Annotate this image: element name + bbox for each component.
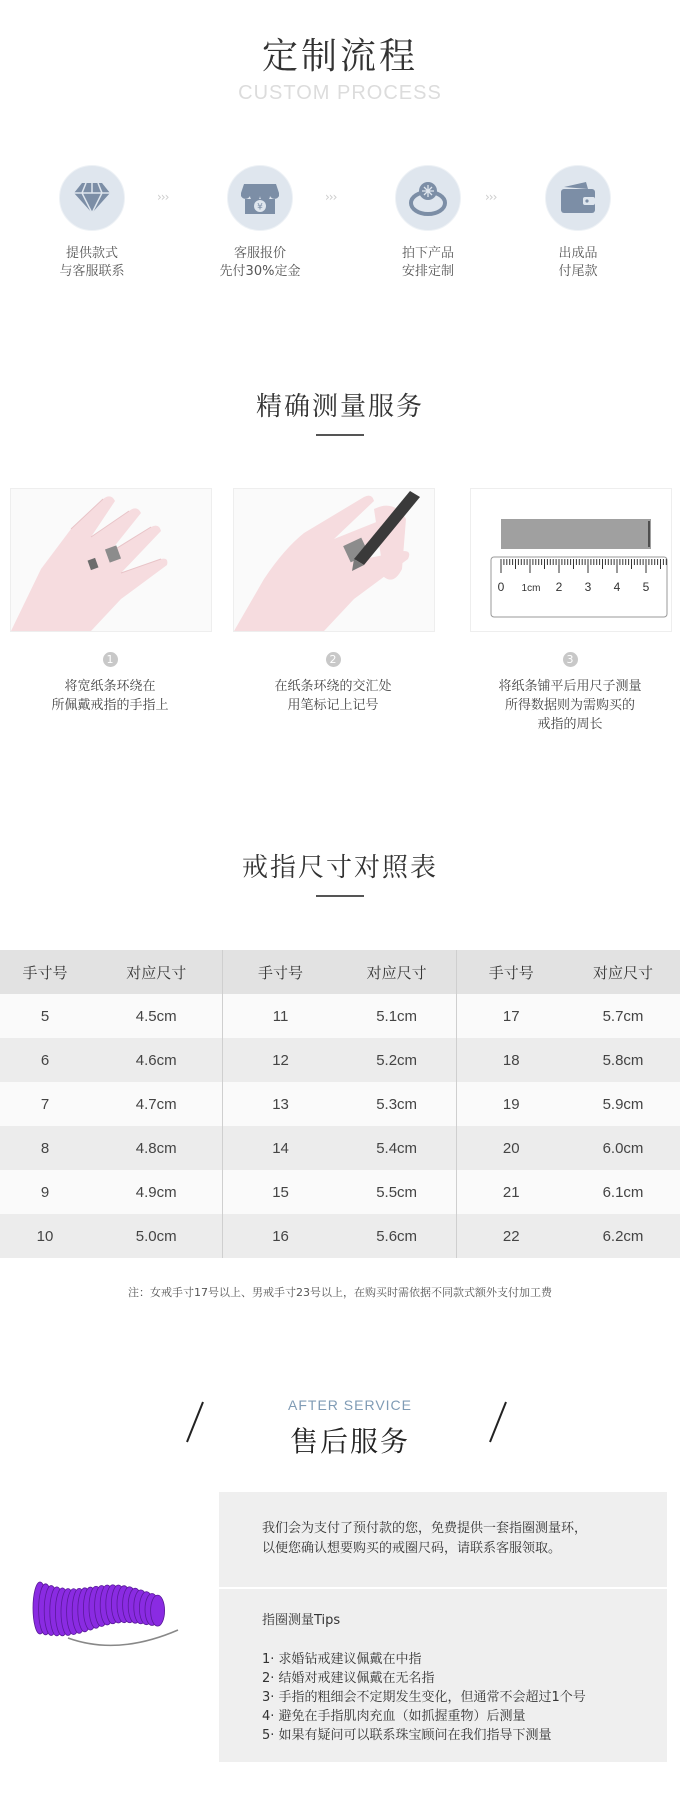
tip-item: 1· 求婚钻戒建议佩戴在中指 <box>262 1652 422 1667</box>
circumference-cell: 4.5cm <box>90 994 223 1038</box>
hand-size-cell: 11 <box>223 994 338 1038</box>
measure-step-2 <box>233 652 433 715</box>
circumference-cell: 6.2cm <box>566 1214 680 1258</box>
circumference-cell: 5.2cm <box>338 1038 456 1082</box>
process-step-2 <box>190 165 330 281</box>
ruler-label-0: 0 <box>497 580 505 594</box>
measure-caption: 所得数据则为需购买的 <box>504 698 635 713</box>
svg-text:¥: ¥ <box>257 202 263 213</box>
measure-step-1 <box>10 652 210 715</box>
table-header-row <box>0 950 680 994</box>
ring-icon <box>395 165 461 231</box>
circumference-cell: 5.8cm <box>566 1038 680 1082</box>
circumference-cell: 5.7cm <box>566 994 680 1038</box>
circumference-cell: 5.3cm <box>338 1082 456 1126</box>
hand-paper-illustration <box>10 488 212 632</box>
table-row <box>0 1038 680 1082</box>
table-header: 对应尺寸 <box>566 950 680 994</box>
arrow-icon: ››› <box>157 190 169 204</box>
tips-panel <box>219 1589 667 1762</box>
size-note: 注：女戒手寸17号以上、男戒手寸23号以上，在购买时需依据不同款式额外支付加工费 <box>128 1286 552 1299</box>
wallet-icon <box>545 165 611 231</box>
circumference-cell: 5.5cm <box>338 1170 456 1214</box>
hand-size-cell: 13 <box>223 1082 338 1126</box>
step-label-4a: 出成品 <box>558 246 598 261</box>
measure-caption: 戒指的周长 <box>537 717 603 732</box>
measure-title: 精确测量服务 <box>255 392 424 422</box>
circumference-cell: 5.4cm <box>338 1126 456 1170</box>
measure-step-3 <box>470 652 670 734</box>
hand-size-cell: 19 <box>456 1082 566 1126</box>
pen-mark-illustration <box>233 488 435 632</box>
measure-caption: 用笔标记上记号 <box>287 698 379 713</box>
hand-size-cell: 7 <box>0 1082 90 1126</box>
tip-item: 3· 手指的粗细会不定期发生变化，但通常不会超过1个号 <box>262 1690 586 1705</box>
title-underline <box>316 895 364 897</box>
hand-size-cell: 22 <box>456 1214 566 1258</box>
after-service-subtitle: AFTER SERVICE <box>288 1397 412 1413</box>
step-label-4b: 付尾款 <box>558 264 598 279</box>
process-step-4 <box>508 165 648 281</box>
service-intro-line2: 以便您确认想要购买的戒圈尺码，请联系客服领取。 <box>262 1541 562 1556</box>
after-service-title: 售后服务 <box>289 1425 410 1458</box>
step-number-1: 1 <box>103 652 118 667</box>
step-label-2a: 客服报价 <box>233 246 286 261</box>
hand-size-cell: 17 <box>456 994 566 1038</box>
process-title: 定制流程 <box>261 36 418 77</box>
circumference-cell: 5.9cm <box>566 1082 680 1126</box>
hand-size-cell: 5 <box>0 994 90 1038</box>
hand-size-cell: 18 <box>456 1038 566 1082</box>
hand-size-cell: 6 <box>0 1038 90 1082</box>
table-header: 对应尺寸 <box>338 950 456 994</box>
arrow-icon: ››› <box>325 190 337 204</box>
table-header: 手寸号 <box>456 950 566 994</box>
circumference-cell: 4.8cm <box>90 1126 223 1170</box>
step-label-3b: 安排定制 <box>401 264 454 279</box>
tip-item: 2· 结婚对戒建议佩戴在无名指 <box>262 1671 435 1686</box>
service-intro-line1: 我们会为支付了预付款的您，免费提供一套指圈测量环， <box>262 1521 588 1536</box>
hand-size-cell: 12 <box>223 1038 338 1082</box>
circumference-cell: 6.1cm <box>566 1170 680 1214</box>
size-table-title: 戒指尺寸对照表 <box>241 853 438 883</box>
arrow-icon: ››› <box>485 190 497 204</box>
ruler-label-1: 1cm <box>521 583 541 594</box>
diamond-icon <box>59 165 125 231</box>
table-header: 对应尺寸 <box>90 950 223 994</box>
ruler-label-3: 3 <box>584 580 592 594</box>
tip-item: 5· 如果有疑问可以联系珠宝顾问在我们指导下测量 <box>262 1728 552 1743</box>
circumference-cell: 4.7cm <box>90 1082 223 1126</box>
measure-caption: 将宽纸条环绕在 <box>64 679 156 694</box>
hand-size-cell: 16 <box>223 1214 338 1258</box>
step-label-1a: 提供款式 <box>65 246 118 261</box>
step-label-3a: 拍下产品 <box>401 246 454 261</box>
measure-caption: 在纸条环绕的交汇处 <box>274 679 392 694</box>
step-number-3: 3 <box>563 652 578 667</box>
tip-item: 4· 避免在手指肌肉充血（如抓握重物）后测量 <box>262 1709 526 1724</box>
ruler-label-5: 5 <box>642 580 650 594</box>
hand-size-cell: 21 <box>456 1170 566 1214</box>
table-header: 手寸号 <box>0 950 90 994</box>
circumference-cell: 5.1cm <box>338 994 456 1038</box>
ruler-illustration <box>470 488 672 632</box>
circumference-cell: 5.0cm <box>90 1214 223 1258</box>
hand-size-cell: 9 <box>0 1170 90 1214</box>
circumference-cell: 5.6cm <box>338 1214 456 1258</box>
circumference-cell: 4.6cm <box>90 1038 223 1082</box>
measure-caption: 所佩戴戒指的手指上 <box>51 698 169 713</box>
tips-title: 指圈测量Tips <box>262 1613 341 1628</box>
step-label-1b: 与客服联系 <box>59 264 125 279</box>
sizer-wire <box>68 1630 178 1645</box>
hand-size-cell: 8 <box>0 1126 90 1170</box>
service-intro-panel <box>219 1492 667 1587</box>
table-header: 手寸号 <box>223 950 338 994</box>
hand-size-cell: 14 <box>223 1126 338 1170</box>
table-row <box>0 994 680 1038</box>
step-label-2b: 先付30%定金 <box>219 264 301 279</box>
hand-size-cell: 10 <box>0 1214 90 1258</box>
size-table <box>0 950 680 1258</box>
circumference-cell: 6.0cm <box>566 1126 680 1170</box>
table-row <box>0 1082 680 1126</box>
circumference-cell: 4.9cm <box>90 1170 223 1214</box>
ruler-label-4: 4 <box>613 580 621 594</box>
table-row <box>0 1214 680 1258</box>
process-subtitle: CUSTOM PROCESS <box>238 82 442 104</box>
process-step-3 <box>358 165 498 281</box>
measure-caption: 将纸条铺平后用尺子测量 <box>498 679 642 694</box>
process-step-1 <box>22 165 162 281</box>
hand-size-cell: 15 <box>223 1170 338 1214</box>
ruler-label-2: 2 <box>555 580 563 594</box>
step-number-2: 2 <box>326 652 341 667</box>
table-row <box>0 1126 680 1170</box>
sizer-ring <box>151 1595 165 1626</box>
table-row <box>0 1170 680 1214</box>
shop-icon <box>227 165 293 231</box>
title-underline <box>316 434 364 436</box>
ring-sizer-image <box>28 1560 188 1660</box>
hand-size-cell: 20 <box>456 1126 566 1170</box>
